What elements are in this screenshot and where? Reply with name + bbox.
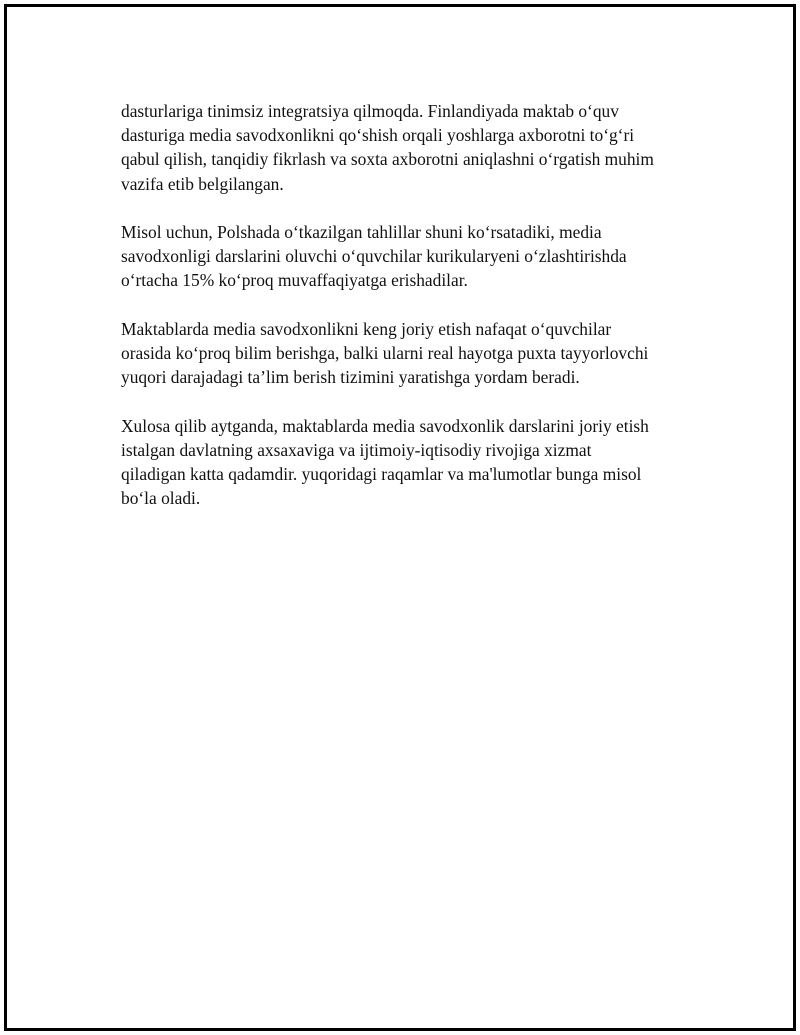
text-line: qabul qilish, tanqidiy fikrlash va soxta axborotni aniqlashni o‘rgatish muhim xyxy=(121,149,654,170)
text-line: bo‘la oladi. xyxy=(121,488,201,509)
text-line: orasida ko‘proq bilim berishga, balki ularni real hayotga puxta tayyorlovchi xyxy=(121,343,649,363)
text-line: Maktablarda media savodxonlikni keng joriy etish nafaqat o‘quvchilar xyxy=(121,318,612,339)
text-line: dasturlariga tinimsiz integratsiya qilmoqda. Finlandiyada maktab o‘quv xyxy=(121,101,619,121)
page-frame xyxy=(4,4,796,1031)
text-line: vazifa etib belgilangan. xyxy=(121,173,284,194)
text-line: Misol uchun, Polshada o‘tkazilgan tahlillar shuni ko‘rsatadiki, media xyxy=(121,222,602,242)
text-line: qiladigan katta qadamdir. yuqoridagi raqamlar va ma'lumotlar bunga misol xyxy=(121,464,642,484)
text-line: dasturiga media savodxonlikni qo‘shish orqali yoshlarga axborotni to‘g‘ri xyxy=(121,125,635,146)
text-line: o‘rtacha 15% ko‘proq muvaffaqiyatga erishadilar. xyxy=(121,270,468,291)
paragraph-2 xyxy=(121,220,701,293)
text-line: istalgan davlatning axsaxaviga va ijtimoiy-iqtisodiy rivojiga xizmat xyxy=(121,439,592,460)
document-body xyxy=(121,99,701,535)
paragraph-4 xyxy=(121,414,701,511)
paragraph-3 xyxy=(121,317,701,390)
text-line: Xulosa qilib aytganda, maktablarda media savodxonlik darslarini joriy etish xyxy=(121,415,649,436)
text-line: savodxonligi darslarini oluvchi o‘quvchilar kurikularyeni o‘zlashtirishda xyxy=(121,246,627,267)
text-line: yuqori darajadagi ta’lim berish tizimini yaratishga yordam beradi. xyxy=(121,367,580,388)
paragraph-1 xyxy=(121,99,701,196)
